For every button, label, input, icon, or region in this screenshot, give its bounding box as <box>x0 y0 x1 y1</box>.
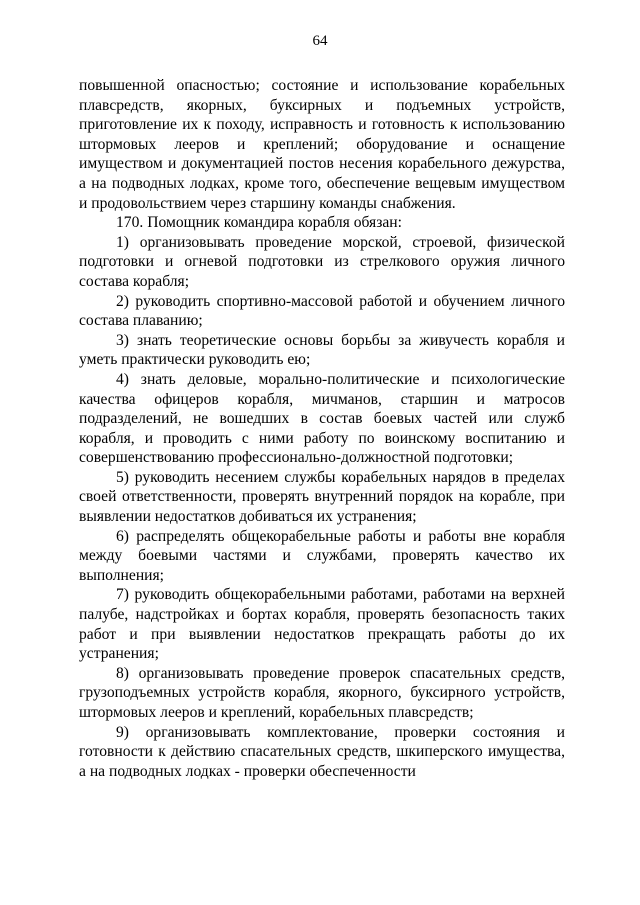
paragraph-item-2: 2) руководить спортивно-массовой работой и обучением личного состава плаванию; <box>79 292 565 330</box>
paragraph-item-3: 3) знать теоретические основы борьбы за живучесть корабля и уметь практически руководить ею; <box>79 331 565 369</box>
paragraph-item-7: 7) руководить общекорабельными работами, работами на верхней палубе, надстройках и бортах корабля, проверять безопасность таких работ и при выявлении недостатков прекращать работы до их устранения; <box>79 586 565 663</box>
paragraph-item-4: 4) знать деловые, морально-политические и психологические качества офицеров корабля, мичманов, старшин и матросов подразделений, не вошедших в состав боевых частей или служб корабля, и проводить с ними работу по воинскому воспитанию и совершенствованию профессионально-должностной подготовки; <box>79 370 565 467</box>
paragraph-item-1: 1) организовывать проведение морской, строевой, физической подготовки и огневой подготовки из стрелкового оружия личного состава корабля; <box>79 233 565 290</box>
paragraph-item-9: 9) организовывать комплектование, проверки состояния и готовности к действию спасательных средств, шкиперского имущества, а на подводных лодках - проверки обеспеченности <box>79 723 565 780</box>
paragraph-article-170: 170. Помощник командира корабля обязан: <box>116 214 402 232</box>
paragraph-item-6: 6) распределять общекорабельные работы и работы вне корабля между боевыми частями и службами, проверять качество их выполнения; <box>79 527 565 584</box>
paragraph-item-5: 5) руководить несением службы корабельных нарядов в пределах своей ответственности, проверять внутренний порядок на корабле, при выявлении недостатков добиваться их устранения; <box>79 468 565 526</box>
body-text <box>79 76 565 781</box>
page-number: 64 <box>312 33 328 49</box>
paragraph-continuation: повышенной опасностью; состояние и использование корабельных плавсредств, якорных, буксирных и подъемных устройств, приготовление их к походу, исправность и готовность к использованию штормовых лееров и креплений; оборудование и оснащение имуществом и документацией постов несения корабельного дежурства, а на подводных лодках, кроме того, обеспечение вещевым имуществом и продовольствием через старшину команды снабжения. <box>79 77 565 212</box>
paragraph-item-8: 8) организовывать проведение проверок спасательных средств, грузоподъемных устройств корабля, якорного, буксирного устройств, штормовых лееров и креплений, корабельных плавсредств; <box>79 664 565 721</box>
